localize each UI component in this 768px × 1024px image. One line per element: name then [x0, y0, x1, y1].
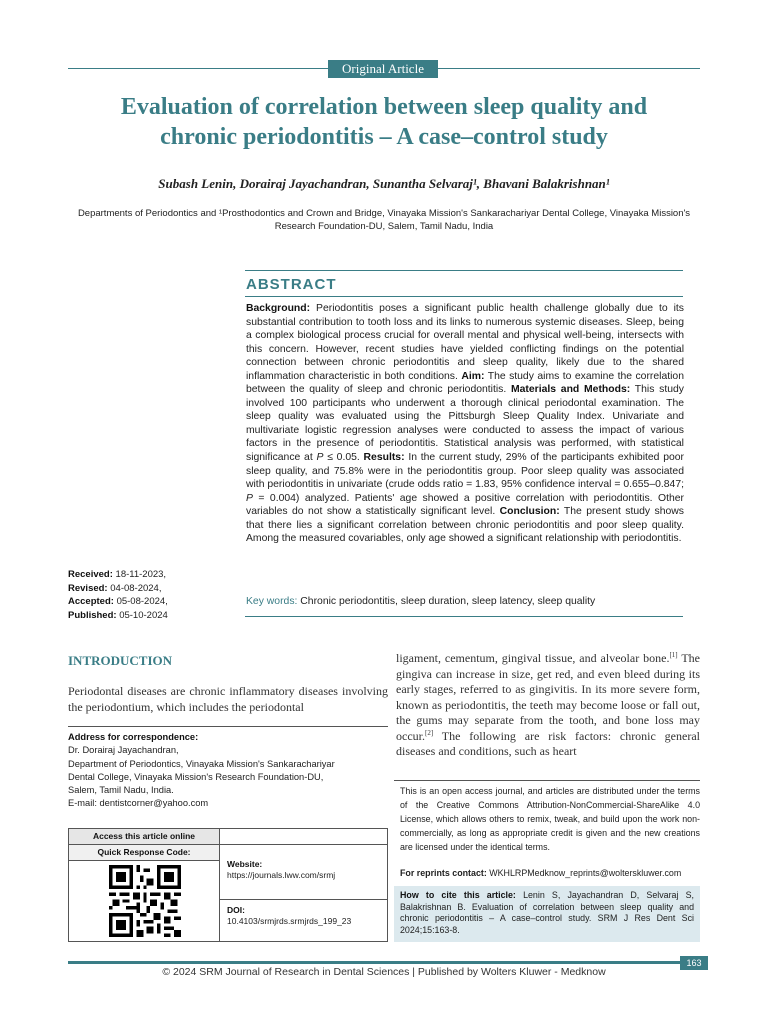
methods-p-symbol: P	[316, 452, 324, 464]
access-divider	[219, 899, 387, 900]
accepted-label: Accepted:	[68, 596, 114, 608]
reference-1[interactable]: [1]	[669, 651, 678, 659]
correspondence-name: Dr. Dorairaj Jayachandran,	[68, 745, 179, 756]
published-date: 05-10-2024	[119, 609, 168, 621]
correspondence-rule	[68, 726, 388, 727]
citation-box	[394, 886, 700, 942]
page-number: 163	[680, 956, 708, 970]
doi-link[interactable]: 10.4103/srmjrds.srmjrds_199_23	[227, 916, 352, 926]
received-label: Received:	[68, 569, 113, 580]
correspondence-line-1: Department of Periodontics, Vinayaka Mission's Sankarachariyar	[68, 758, 335, 769]
received-date: 18-11-2023,	[115, 569, 167, 580]
affiliation: Departments of Periodontics and ¹Prosthodontics and Crown and Bridge, Vinayaka Mission's Sankarachariyar Dental College, Vinayaka Mission's Research Foundation-DU, Salem, Tamil Nadu, India	[77, 208, 691, 232]
correspondence-email[interactable]: E-mail: dentistcorner@yahoo.com	[68, 798, 209, 809]
reference-2[interactable]: [2]	[425, 728, 434, 737]
intro-right-text-a: ligament, cementum, gingival tissue, and alveolar bone.	[396, 651, 670, 665]
correspondence-block	[68, 731, 388, 811]
methods-label: Materials and Methods:	[511, 384, 631, 396]
revised-label: Revised:	[68, 582, 108, 594]
introduction-paragraph-right	[396, 651, 700, 760]
correspondence-label: Address for correspondence:	[68, 732, 199, 742]
reprints-email[interactable]: WKHLRPMedknow_reprints@wolterskluwer.com	[489, 868, 682, 878]
background-label: Background:	[246, 303, 311, 314]
author-list: Subash Lenin, Dorairaj Jayachandran, Sunantha Selvaraj¹, Bhavani Balakrishnan¹	[158, 176, 610, 191]
access-heading-spacer	[219, 829, 387, 845]
background-text: Periodontitis poses a significant public health challenge globally due to its substantial contribution to tooth loss and its links to numerous systemic diseases. Sleep, being a complex biological process crucial for overall mental and physical well-being, intersects with this concern. However, recent studies have yielded conflicting findings on the potential connection between chronic periodontitis and sleep quality, likely due to the shared inflammation characteristic in both conditions.	[246, 303, 684, 382]
article-type-badge: Original Article	[328, 60, 438, 78]
citation-text: Lenin S, Jayachandran D, Selvaraj S, Balakrishnan B. Evaluation of correlation between sleep quality and chronic periodontitis – A case–control study. SRM J Res Dent Sci 2024;15:163-8.	[400, 890, 695, 935]
website-label: Website:	[227, 859, 263, 869]
website-link[interactable]: https://journals.lww.com/srmj	[227, 870, 336, 880]
results-label: Results:	[363, 452, 405, 464]
footer-text: © 2024 SRM Journal of Research in Dental Sciences | Published by Wolters Kluwer - Medknow	[162, 966, 606, 978]
access-heading: Access this article online	[69, 829, 220, 845]
doi-block	[227, 905, 387, 927]
keywords	[246, 596, 684, 607]
footer-rule	[68, 961, 680, 964]
results-text-2: = 0.004) analyzed. Patients' age showed a positive correlation with periodontitis. Other variables do not show a statistically significant level.	[246, 492, 684, 518]
access-online-box	[68, 828, 388, 942]
qr-code-icon[interactable]	[109, 865, 181, 937]
abstract-heading: ABSTRACT	[246, 276, 337, 293]
open-access-notice: This is an open access journal, and articles are distributed under the terms of the Creative Commons Attribution-NonCommercial-ShareAlike 4.0 License, which allows others to remix, tweak, and build upon the work non-commercially, as long as appropriate credit is given and the new creations are licensed under the identical terms.	[400, 786, 700, 852]
keywords-label: Key words:	[246, 596, 298, 607]
reprints-label: For reprints contact:	[400, 868, 487, 878]
revised-date: 04-08-2024,	[110, 582, 162, 594]
accepted-date: 05-08-2024,	[116, 596, 168, 608]
article-dates	[68, 568, 168, 622]
correspondence-line-2: Dental College, Vinayaka Mission's Research Foundation-DU,	[68, 771, 324, 782]
conclusion-text: The present study shows that there lies a significant correlation between chronic periodontitis and poor sleep quality. Among the measured covariables, only age showed a significant relationship with periodontitis.	[246, 506, 684, 545]
results-text: In the current study, 29% of the participants exhibited poor sleep quality, and 75.8% were in the periodontitis group. Poor sleep quality was associated with periodontitis in univariate (crude odds ratio = 1.83, 95% confidence interval = 0.655–0.847;	[246, 452, 684, 491]
correspondence-line-3: Salem, Tamil Nadu, India.	[68, 785, 174, 796]
abstract-rule-mid	[245, 296, 683, 297]
intro-right-text-c: The following are risk factors: chronic general diseases and conditions, such as heart	[396, 728, 700, 758]
title-line-2: chronic periodontitis – A case–control study	[160, 124, 608, 150]
open-access-rule	[394, 780, 700, 781]
abstract-body	[246, 302, 684, 546]
citation-label: How to cite this article:	[400, 890, 516, 900]
methods-threshold: ≤ 0.05.	[327, 452, 360, 464]
conclusion-label: Conclusion:	[499, 506, 560, 518]
reprints-contact	[400, 868, 700, 878]
abstract-rule-top	[245, 270, 683, 271]
article-title	[80, 92, 688, 152]
title-line-1: Evaluation of correlation between sleep quality and	[120, 94, 648, 120]
website-block	[227, 859, 387, 881]
methods-text: This study involved 100 participants who underwent a thorough clinical periodontal examination. The sleep quality was evaluated using the Pittsburgh Sleep Quality Index. Univariate and multivariate logistic regression analyses were conducted to assess the impact of various factors in the presence of periodontitis. Statistical analysis was performed, with statistical significance at	[246, 384, 684, 464]
aim-label: Aim:	[461, 370, 485, 382]
doi-label: DOI:	[227, 905, 245, 915]
keywords-text: Chronic periodontitis, sleep duration, sleep latency, sleep quality	[300, 596, 596, 607]
abstract-rule-bottom	[245, 616, 683, 617]
qr-label: Quick Response Code:	[69, 845, 220, 861]
aim-text: The study aims to examine the correlation between the quality of sleep and chronic periodontitis.	[246, 370, 684, 396]
introduction-heading: INTRODUCTION	[68, 653, 173, 668]
qr-cell	[69, 861, 220, 941]
intro-right-text-b: The gingiva can increase in size, get red, and even bleed during its early stages, referred to as gingivitis. In its more severe form, known as periodontitis, the teeth may become loose or fall out, the gums may separate from the tooth, and bone loss may occur.	[396, 651, 700, 743]
results-p-symbol: P	[246, 492, 253, 504]
introduction-paragraph-left: Periodontal diseases are chronic inflammatory diseases involving the periodontium, which includes the periodontal	[68, 684, 388, 714]
published-label: Published:	[68, 609, 117, 621]
